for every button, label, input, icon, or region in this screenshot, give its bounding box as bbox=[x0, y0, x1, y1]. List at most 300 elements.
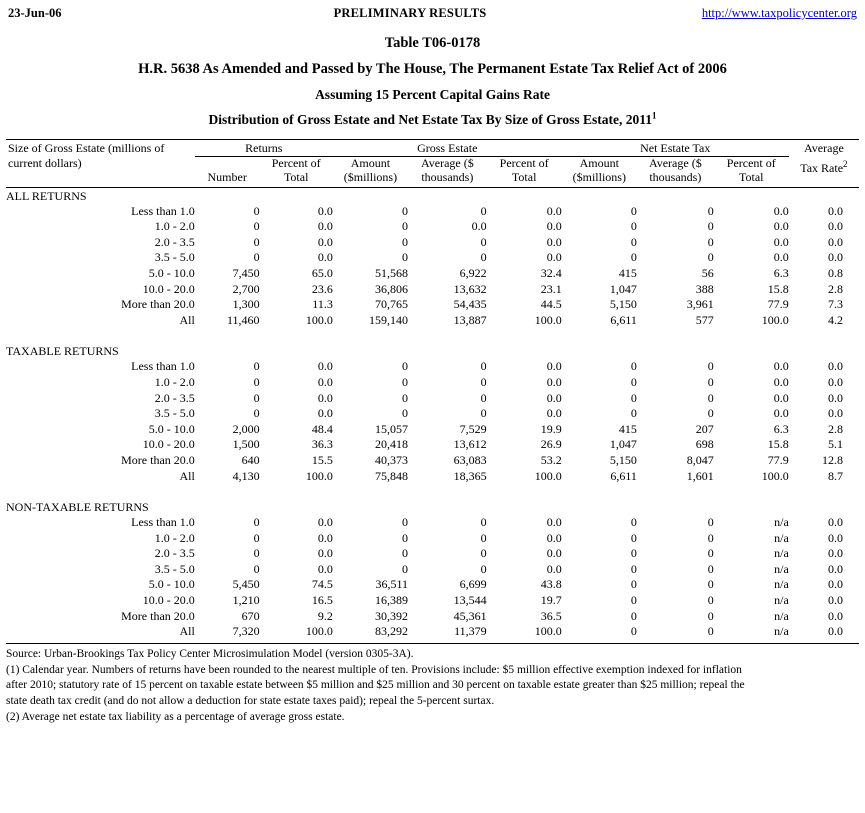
cell-net-amount: 0 bbox=[630, 234, 637, 249]
cell-net-average: 0 bbox=[707, 219, 714, 234]
cell-net-amount: 0 bbox=[630, 546, 637, 561]
cell-net-amount: 0 bbox=[630, 593, 637, 608]
cell-returns-percent: 0.0 bbox=[317, 234, 333, 249]
cell-returns-percent: 0.0 bbox=[317, 219, 333, 234]
cell-net-percent: 0.0 bbox=[773, 406, 789, 421]
cell-gross-average: 13,544 bbox=[453, 593, 487, 608]
cell-average-tax-rate: 0.0 bbox=[828, 250, 843, 265]
cell-average-tax-rate: 0.0 bbox=[828, 515, 843, 530]
cell-net-percent: n/a bbox=[774, 608, 789, 623]
cell-returns-percent: 100.0 bbox=[305, 624, 333, 639]
cell-net-amount: 0 bbox=[630, 203, 637, 218]
cell-average-tax-rate: 2.8 bbox=[828, 421, 843, 436]
table-group-header-row bbox=[6, 141, 859, 157]
table-row bbox=[6, 422, 859, 438]
cell-gross-average: 45,361 bbox=[453, 608, 487, 623]
cell-gross-amount: 0 bbox=[402, 390, 409, 405]
cell-net-average: 698 bbox=[695, 437, 714, 452]
cell-gross-amount: 0 bbox=[402, 250, 409, 265]
cell-gross-percent: 0.0 bbox=[546, 530, 562, 545]
cell-returns-number: 0 bbox=[253, 546, 260, 561]
cell-returns-number: 11,460 bbox=[227, 312, 260, 327]
cell-net-percent: n/a bbox=[774, 561, 789, 576]
cell-net-average: 0 bbox=[707, 593, 714, 608]
cell-gross-amount: 20,418 bbox=[375, 437, 409, 452]
col-h-3-l2: thousands) bbox=[421, 169, 474, 184]
cell-gross-average: 0 bbox=[480, 390, 487, 405]
estate-tax-distribution-table bbox=[6, 139, 859, 640]
cell-gross-amount: 70,765 bbox=[375, 297, 409, 312]
col-h-4-l2: Total bbox=[511, 169, 537, 184]
cell-gross-average: 0 bbox=[480, 561, 487, 576]
cell-returns-percent: 100.0 bbox=[305, 468, 333, 483]
row-label: 2.0 - 3.5 bbox=[154, 390, 195, 405]
col-h-7-l1: Percent of bbox=[726, 156, 776, 170]
cell-net-percent: 15.8 bbox=[767, 437, 789, 452]
cell-net-amount: 0 bbox=[630, 406, 637, 421]
cell-returns-percent: 0.0 bbox=[317, 359, 333, 374]
row-label: 1.0 - 2.0 bbox=[154, 219, 195, 234]
footnotes-block bbox=[6, 643, 859, 725]
cell-net-amount: 0 bbox=[630, 530, 637, 545]
cell-net-average: 0 bbox=[707, 359, 714, 374]
stub-header-line-2: current dollars) bbox=[8, 156, 82, 170]
cell-net-percent: n/a bbox=[774, 593, 789, 608]
column-header-returns-number bbox=[195, 157, 260, 185]
table-row bbox=[6, 515, 859, 531]
cell-net-amount: 1,047 bbox=[609, 281, 637, 296]
footnote-1-line-3: state death tax credit (and do not allow a deduction for state estate taxes paid); repeal the 5-percent surtax. bbox=[6, 695, 495, 707]
cell-gross-percent: 0.0 bbox=[546, 374, 562, 389]
cell-returns-number: 0 bbox=[253, 515, 260, 530]
cell-gross-amount: 30,392 bbox=[375, 608, 409, 623]
cell-net-amount: 0 bbox=[630, 250, 637, 265]
cell-net-average: 0 bbox=[707, 546, 714, 561]
cell-gross-percent: 100.0 bbox=[534, 468, 562, 483]
cell-average-tax-rate: 0.0 bbox=[828, 374, 843, 389]
cell-gross-percent: 0.0 bbox=[546, 250, 562, 265]
cell-net-average: 3,961 bbox=[686, 297, 714, 312]
cell-average-tax-rate: 2.8 bbox=[828, 281, 843, 296]
cell-net-amount: 0 bbox=[630, 374, 637, 389]
footnote-2: (2) Average net estate tax liability as a percentage of average gross estate. bbox=[6, 710, 345, 723]
cell-net-amount: 415 bbox=[618, 265, 637, 280]
col-h-3-l1: Average ($ bbox=[420, 156, 474, 170]
cell-gross-percent: 0.0 bbox=[546, 390, 562, 405]
cell-average-tax-rate: 8.7 bbox=[828, 468, 843, 483]
cell-net-percent: 100.0 bbox=[761, 468, 789, 483]
table-row bbox=[6, 391, 859, 407]
cell-gross-average: 0 bbox=[480, 406, 487, 421]
header-url-link[interactable]: http://www.taxpolicycenter.org bbox=[701, 6, 857, 20]
cell-gross-average: 0 bbox=[480, 359, 487, 374]
cell-gross-amount: 159,140 bbox=[369, 312, 409, 327]
cell-returns-number: 0 bbox=[253, 406, 260, 421]
row-label: More than 20.0 bbox=[121, 297, 195, 312]
cell-returns-number: 0 bbox=[253, 250, 260, 265]
header-date: 23-Jun-06 bbox=[8, 6, 62, 20]
cell-gross-average: 6,922 bbox=[459, 265, 487, 280]
section-title-taxable-returns: TAXABLE RETURNS bbox=[6, 344, 119, 359]
col-h-5-l1: Amount bbox=[579, 156, 619, 170]
row-label: 5.0 - 10.0 bbox=[148, 577, 195, 592]
table-row bbox=[6, 406, 859, 422]
cell-gross-percent: 100.0 bbox=[534, 624, 562, 639]
cell-returns-number: 7,450 bbox=[232, 265, 260, 280]
row-label: 3.5 - 5.0 bbox=[154, 406, 195, 421]
cell-gross-average: 18,365 bbox=[453, 468, 487, 483]
cell-gross-average: 0 bbox=[480, 515, 487, 530]
title-line-1: H.R. 5638 As Amended and Passed by The House, The Permanent Estate Tax Relief Act of 2006 bbox=[138, 61, 727, 77]
average-tax-rate-footnote-marker: 2 bbox=[843, 159, 848, 169]
cell-gross-average: 13,612 bbox=[453, 437, 487, 452]
cell-returns-percent: 0.0 bbox=[317, 374, 333, 389]
title-line-2: Assuming 15 Percent Capital Gains Rate bbox=[315, 87, 550, 102]
cell-returns-percent: 0.0 bbox=[317, 561, 333, 576]
table-row bbox=[6, 375, 859, 391]
cell-net-average: 0 bbox=[707, 561, 714, 576]
cell-returns-number: 1,300 bbox=[232, 297, 260, 312]
table-row bbox=[6, 266, 859, 282]
cell-gross-amount: 40,373 bbox=[375, 452, 409, 467]
cell-gross-average: 0 bbox=[480, 546, 487, 561]
cell-returns-percent: 0.0 bbox=[317, 250, 333, 265]
footnote-1-line-1: (1) Calendar year. Numbers of returns have been rounded to the nearest multiple of ten. Provisions include: $5 million effective exemption indexed for inflation bbox=[6, 663, 742, 676]
cell-returns-number: 5,450 bbox=[232, 577, 260, 592]
cell-net-percent: 0.0 bbox=[773, 374, 789, 389]
cell-net-amount: 0 bbox=[630, 577, 637, 592]
cell-net-average: 0 bbox=[707, 624, 714, 639]
cell-returns-number: 4,130 bbox=[232, 468, 260, 483]
cell-returns-number: 0 bbox=[253, 203, 260, 218]
section-title-non-taxable-returns: NON-TAXABLE RETURNS bbox=[6, 500, 149, 515]
cell-net-percent: 0.0 bbox=[773, 390, 789, 405]
cell-average-tax-rate: 7.3 bbox=[828, 297, 843, 312]
cell-gross-amount: 0 bbox=[402, 515, 409, 530]
cell-gross-percent: 0.0 bbox=[546, 234, 562, 249]
section-spacer bbox=[6, 328, 859, 343]
column-header-returns-percent bbox=[260, 157, 333, 185]
cell-returns-number: 640 bbox=[241, 452, 260, 467]
row-label: 2.0 - 3.5 bbox=[154, 546, 195, 561]
cell-gross-amount: 0 bbox=[402, 530, 409, 545]
table-row bbox=[6, 282, 859, 298]
row-label: 1.0 - 2.0 bbox=[154, 374, 195, 389]
cell-returns-number: 0 bbox=[253, 219, 260, 234]
cell-gross-amount: 75,848 bbox=[375, 468, 409, 483]
cell-average-tax-rate: 0.0 bbox=[828, 577, 843, 592]
title-line-3-footnote-marker: 1 bbox=[652, 110, 657, 121]
cell-gross-amount: 0 bbox=[402, 203, 409, 218]
cell-returns-percent: 65.0 bbox=[311, 265, 333, 280]
cell-gross-amount: 36,806 bbox=[375, 281, 409, 296]
table-row-total bbox=[6, 313, 859, 329]
cell-gross-amount: 0 bbox=[402, 234, 409, 249]
cell-net-amount: 0 bbox=[630, 359, 637, 374]
cell-returns-number: 0 bbox=[253, 390, 260, 405]
cell-net-amount: 5,150 bbox=[609, 297, 637, 312]
cell-net-average: 0 bbox=[707, 374, 714, 389]
col-h-6-l2: thousands) bbox=[649, 169, 702, 184]
group-header-gross-estate: Gross Estate bbox=[333, 141, 562, 157]
cell-net-average: 0 bbox=[707, 530, 714, 545]
cell-net-average: 0 bbox=[707, 608, 714, 623]
title-line-3-text: Distribution of Gross Estate and Net Estate Tax By Size of Gross Estate, 2011 bbox=[208, 112, 653, 127]
cell-returns-percent: 74.5 bbox=[311, 577, 333, 592]
cell-gross-average: 7,529 bbox=[459, 421, 487, 436]
cell-gross-percent: 26.9 bbox=[540, 437, 562, 452]
row-label: More than 20.0 bbox=[121, 608, 195, 623]
cell-average-tax-rate: 0.0 bbox=[828, 546, 843, 561]
table-row bbox=[6, 250, 859, 266]
cell-average-tax-rate: 0.0 bbox=[828, 234, 843, 249]
table-number: Table T06-0178 bbox=[384, 35, 481, 51]
cell-net-percent: 6.3 bbox=[773, 421, 789, 436]
cell-gross-amount: 16,389 bbox=[375, 593, 409, 608]
cell-gross-percent: 0.0 bbox=[546, 219, 562, 234]
cell-net-percent: 0.0 bbox=[773, 250, 789, 265]
cell-gross-percent: 43.8 bbox=[540, 577, 562, 592]
column-header-net-percent bbox=[714, 157, 789, 185]
cell-gross-percent: 0.0 bbox=[546, 561, 562, 576]
cell-returns-number: 0 bbox=[253, 530, 260, 545]
cell-gross-percent: 36.5 bbox=[540, 608, 562, 623]
column-header-gross-average bbox=[408, 157, 487, 185]
cell-net-amount: 415 bbox=[618, 421, 637, 436]
cell-net-average: 0 bbox=[707, 577, 714, 592]
cell-net-amount: 0 bbox=[630, 624, 637, 639]
table-row bbox=[6, 437, 859, 453]
cell-gross-amount: 15,057 bbox=[375, 421, 409, 436]
cell-returns-number: 670 bbox=[241, 608, 260, 623]
stub-header-line-1: Size of Gross Estate (millions of bbox=[8, 141, 165, 155]
cell-returns-number: 2,700 bbox=[232, 281, 260, 296]
table-row bbox=[6, 204, 859, 220]
cell-net-average: 0 bbox=[707, 203, 714, 218]
cell-gross-percent: 0.0 bbox=[546, 515, 562, 530]
col-h-2-l1: Amount bbox=[350, 156, 391, 170]
row-label: Less than 1.0 bbox=[131, 515, 195, 530]
cell-gross-amount: 0 bbox=[402, 359, 409, 374]
cell-net-amount: 0 bbox=[630, 561, 637, 576]
cell-returns-percent: 0.0 bbox=[317, 390, 333, 405]
cell-gross-average: 0 bbox=[480, 530, 487, 545]
row-label: 5.0 - 10.0 bbox=[148, 265, 195, 280]
table-row bbox=[6, 531, 859, 547]
cell-net-average: 207 bbox=[695, 421, 714, 436]
table-row bbox=[6, 609, 859, 625]
cell-gross-average: 0 bbox=[480, 374, 487, 389]
col-h-0-l1: Number bbox=[207, 169, 247, 184]
table-row-total bbox=[6, 624, 859, 640]
cell-net-percent: 0.0 bbox=[773, 359, 789, 374]
cell-net-percent: 0.0 bbox=[773, 234, 789, 249]
source-note: Source: Urban-Brookings Tax Policy Center Microsimulation Model (version 0305-3A). bbox=[6, 647, 414, 660]
table-row bbox=[6, 577, 859, 593]
table-row bbox=[6, 562, 859, 578]
cell-net-average: 0 bbox=[707, 250, 714, 265]
row-label: 1.0 - 2.0 bbox=[154, 530, 195, 545]
row-label: Less than 1.0 bbox=[131, 203, 195, 218]
table-row bbox=[6, 297, 859, 313]
cell-returns-percent: 15.5 bbox=[311, 452, 333, 467]
cell-net-percent: n/a bbox=[774, 546, 789, 561]
cell-net-percent: n/a bbox=[774, 530, 789, 545]
cell-net-percent: 0.0 bbox=[773, 203, 789, 218]
cell-returns-number: 1,210 bbox=[232, 593, 260, 608]
table-row bbox=[6, 219, 859, 235]
cell-returns-percent: 0.0 bbox=[317, 530, 333, 545]
table-row bbox=[6, 546, 859, 562]
cell-net-average: 56 bbox=[701, 265, 714, 280]
table-row bbox=[6, 235, 859, 251]
cell-returns-number: 0 bbox=[253, 234, 260, 249]
cell-average-tax-rate: 0.0 bbox=[828, 406, 843, 421]
cell-average-tax-rate: 0.0 bbox=[828, 593, 843, 608]
cell-net-amount: 0 bbox=[630, 515, 637, 530]
column-header-net-average bbox=[637, 157, 714, 185]
cell-returns-number: 2,000 bbox=[232, 421, 260, 436]
col-h-2-l2: ($millions) bbox=[343, 169, 398, 184]
row-label: 10.0 - 20.0 bbox=[142, 437, 195, 452]
cell-net-average: 1,601 bbox=[686, 468, 714, 483]
cell-net-percent: 0.0 bbox=[773, 219, 789, 234]
cell-gross-amount: 51,568 bbox=[375, 265, 409, 280]
cell-returns-number: 7,320 bbox=[232, 624, 260, 639]
table-row bbox=[6, 359, 859, 375]
cell-average-tax-rate: 0.0 bbox=[828, 359, 843, 374]
cell-average-tax-rate: 12.8 bbox=[822, 452, 843, 467]
cell-returns-number: 0 bbox=[253, 374, 260, 389]
cell-net-average: 577 bbox=[695, 312, 714, 327]
section-header-row bbox=[6, 499, 859, 515]
cell-average-tax-rate: 4.2 bbox=[828, 312, 843, 327]
section-header-row bbox=[6, 187, 859, 204]
cell-returns-percent: 0.0 bbox=[317, 546, 333, 561]
cell-returns-number: 1,500 bbox=[232, 437, 260, 452]
cell-net-amount: 6,611 bbox=[610, 312, 637, 327]
cell-gross-percent: 23.1 bbox=[540, 281, 562, 296]
footnote-1-line-2: after 2010; statutory rate of 15 percent on taxable estate between $5 million and $25 million and 30 percent on taxable estate greater than $25 million; repeal the bbox=[6, 679, 745, 692]
cell-net-average: 0 bbox=[707, 390, 714, 405]
cell-gross-percent: 19.7 bbox=[540, 593, 562, 608]
cell-gross-amount: 0 bbox=[402, 374, 409, 389]
cell-gross-percent: 0.0 bbox=[546, 406, 562, 421]
document-header bbox=[6, 4, 859, 21]
cell-returns-percent: 23.6 bbox=[311, 281, 333, 296]
cell-gross-average: 54,435 bbox=[453, 297, 487, 312]
cell-net-average: 388 bbox=[695, 281, 714, 296]
title-line-3 bbox=[6, 112, 859, 128]
col-h-5-l2: ($millions) bbox=[572, 169, 626, 184]
cell-net-percent: 100.0 bbox=[761, 312, 789, 327]
cell-net-percent: n/a bbox=[774, 515, 789, 530]
cell-net-average: 0 bbox=[707, 515, 714, 530]
cell-gross-average: 0 bbox=[480, 234, 487, 249]
cell-returns-percent: 0.0 bbox=[317, 515, 333, 530]
group-header-tax-rate: Tax Rate bbox=[800, 161, 844, 175]
cell-net-percent: 77.9 bbox=[767, 297, 789, 312]
row-label: More than 20.0 bbox=[121, 452, 195, 467]
cell-returns-percent: 0.0 bbox=[317, 406, 333, 421]
cell-gross-amount: 0 bbox=[402, 561, 409, 576]
cell-gross-amount: 0 bbox=[402, 219, 409, 234]
cell-gross-amount: 0 bbox=[402, 546, 409, 561]
cell-net-amount: 1,047 bbox=[609, 437, 637, 452]
row-label: 5.0 - 10.0 bbox=[148, 421, 195, 436]
column-header-gross-percent bbox=[487, 157, 562, 185]
column-header-gross-amount bbox=[333, 157, 408, 185]
col-h-1-l1: Percent of bbox=[271, 156, 321, 170]
section-spacer bbox=[6, 484, 859, 499]
cell-gross-average: 0.0 bbox=[471, 219, 487, 234]
cell-returns-percent: 0.0 bbox=[317, 203, 333, 218]
col-h-4-l1: Percent of bbox=[499, 156, 549, 170]
cell-gross-percent: 0.0 bbox=[546, 546, 562, 561]
cell-net-average: 0 bbox=[707, 234, 714, 249]
title-block bbox=[6, 35, 859, 128]
cell-gross-average: 6,699 bbox=[459, 577, 487, 592]
table-row bbox=[6, 593, 859, 609]
cell-gross-percent: 0.0 bbox=[546, 359, 562, 374]
group-header-average: Average bbox=[804, 141, 844, 155]
row-label: All bbox=[179, 312, 195, 327]
cell-average-tax-rate: 0.0 bbox=[828, 530, 843, 545]
cell-net-amount: 0 bbox=[630, 390, 637, 405]
cell-returns-number: 0 bbox=[253, 359, 260, 374]
row-label: 10.0 - 20.0 bbox=[142, 593, 195, 608]
cell-average-tax-rate: 0.0 bbox=[828, 219, 843, 234]
col-h-6-l1: Average ($ bbox=[648, 156, 702, 170]
cell-gross-percent: 100.0 bbox=[534, 312, 562, 327]
row-label: All bbox=[179, 624, 195, 639]
table-row bbox=[6, 453, 859, 469]
cell-gross-average: 13,632 bbox=[453, 281, 487, 296]
cell-net-percent: n/a bbox=[774, 577, 789, 592]
cell-average-tax-rate: 0.8 bbox=[828, 265, 843, 280]
col-h-7-l2: Total bbox=[739, 169, 764, 184]
cell-gross-average: 11,379 bbox=[454, 624, 487, 639]
cell-average-tax-rate: 0.0 bbox=[828, 203, 843, 218]
cell-gross-percent: 32.4 bbox=[540, 265, 562, 280]
cell-gross-average: 0 bbox=[480, 250, 487, 265]
cell-net-percent: n/a bbox=[774, 624, 789, 639]
cell-gross-amount: 83,292 bbox=[375, 624, 409, 639]
cell-gross-amount: 0 bbox=[402, 406, 409, 421]
col-h-1-l2: Total bbox=[283, 169, 309, 184]
cell-net-amount: 5,150 bbox=[609, 452, 637, 467]
cell-average-tax-rate: 0.0 bbox=[828, 390, 843, 405]
cell-gross-percent: 19.9 bbox=[540, 421, 562, 436]
cell-returns-number: 0 bbox=[253, 561, 260, 576]
cell-gross-average: 0 bbox=[480, 203, 487, 218]
header-status: PRELIMINARY RESULTS bbox=[333, 6, 487, 20]
cell-net-percent: 6.3 bbox=[773, 265, 789, 280]
cell-gross-percent: 44.5 bbox=[540, 297, 562, 312]
cell-gross-average: 13,887 bbox=[453, 312, 487, 327]
column-header-net-amount bbox=[562, 157, 637, 185]
cell-net-average: 0 bbox=[707, 406, 714, 421]
cell-returns-percent: 11.3 bbox=[312, 297, 333, 312]
cell-gross-average: 63,083 bbox=[453, 452, 487, 467]
section-title-all-returns: ALL RETURNS bbox=[6, 188, 87, 203]
cell-returns-percent: 48.4 bbox=[311, 421, 333, 436]
row-label: 10.0 - 20.0 bbox=[142, 281, 195, 296]
cell-returns-percent: 16.5 bbox=[311, 593, 333, 608]
cell-average-tax-rate: 0.0 bbox=[828, 561, 843, 576]
cell-average-tax-rate: 0.0 bbox=[828, 624, 843, 639]
row-label: 3.5 - 5.0 bbox=[154, 250, 195, 265]
